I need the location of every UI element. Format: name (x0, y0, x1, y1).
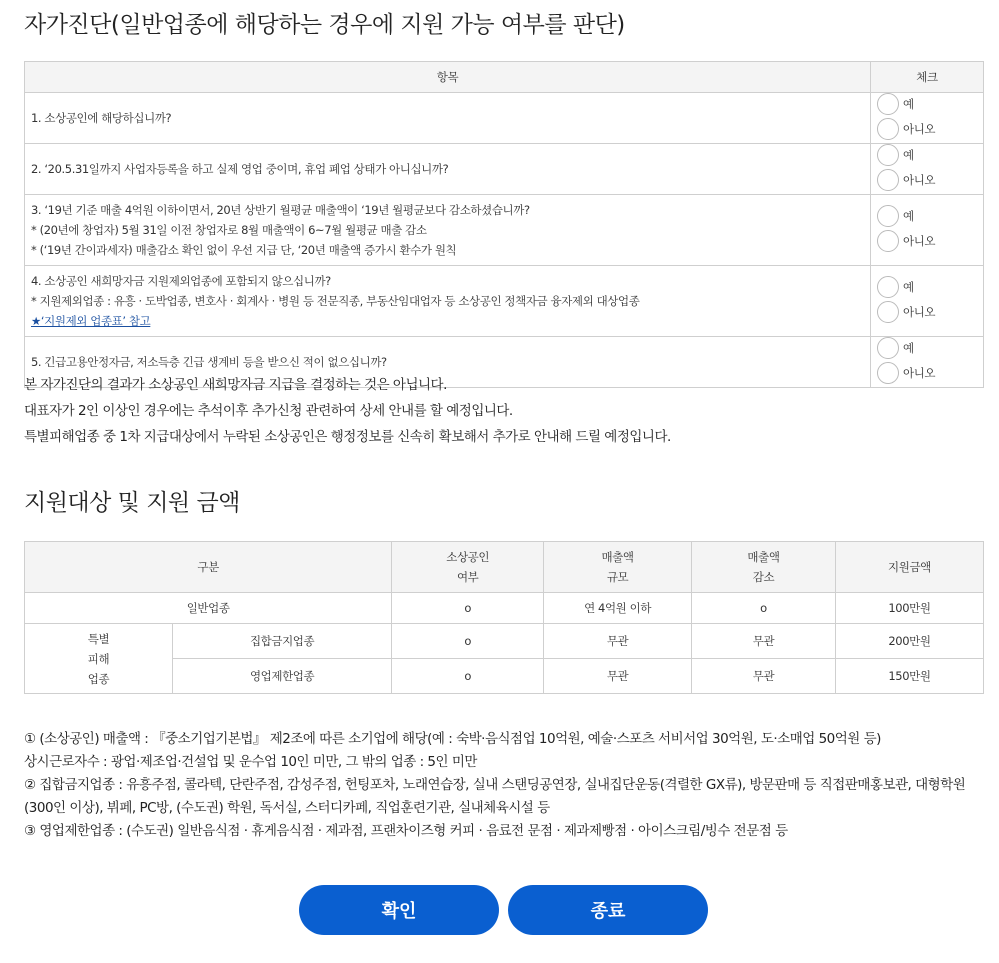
support-table (24, 541, 984, 694)
header-decrease: 매출액 감소 (692, 542, 836, 593)
radio-circle[interactable] (877, 276, 899, 298)
question-row-1 (25, 93, 984, 144)
radio-no-5[interactable]: 아니오 (877, 362, 935, 384)
question-4 (25, 266, 871, 337)
cell-gathering-amount: 200만원 (835, 624, 983, 659)
radio-yes-5[interactable]: 예 (877, 337, 914, 359)
header-item: 항목 (25, 62, 871, 93)
radio-no-1[interactable]: 아니오 (877, 118, 935, 140)
cell-gathering-sales: 무관 (544, 624, 692, 659)
self-check-title: 자가진단(일반업종에 해당하는 경우에 지원 가능 여부를 판단) (24, 12, 625, 38)
header-small-business: 소상공인 여부 (392, 542, 544, 593)
question-3-note-1: * (20년에 창업자) 5월 31일 이전 창업자로 8월 매출액이 6~7월 월평균 매출 감소 (31, 223, 427, 237)
radio-group-3 (871, 195, 984, 266)
radio-circle[interactable] (877, 230, 899, 252)
confirm-button[interactable]: 확인 (299, 885, 499, 935)
question-4-note: * 지원제외업종 : 유흥 · 도박업종, 변호사 · 회계사 · 병원 등 전문직종, 부동산임대업자 등 소상공인 정책자금 융자제외 대상업종 (31, 294, 640, 308)
cell-restricted-name: 영업제한업종 (172, 659, 391, 694)
footnote-1: ① (소상공인) 매출액 : 『중소기업기본법』 제2조에 따른 소기업에 해당(예 : 숙박·음식점업 10억원, 예술·스포츠 서비서업 30억원, 도·소매업 50억원 등) (24, 731, 881, 747)
question-3-note-2: * (‘19년 간이과세자) 매출감소 확인 없이 우선 지급 단, ‘20년 매출액 증가시 환수가 원칙 (31, 243, 457, 257)
cell-general-small: o (392, 593, 544, 624)
radio-group-5 (871, 337, 984, 388)
question-1: 1. 소상공인에 해당하십니까? (25, 93, 871, 144)
radio-yes-3[interactable]: 예 (877, 205, 914, 227)
footnotes (24, 728, 984, 843)
question-row-2 (25, 144, 984, 195)
radio-circle[interactable] (877, 118, 899, 140)
cell-restricted-decrease: 무관 (692, 659, 836, 694)
question-4-main: 4. 소상공인 새희망자금 지원제외업종에 포함되지 않으십니까? (31, 274, 331, 288)
radio-circle[interactable] (877, 362, 899, 384)
radio-group-2 (871, 144, 984, 195)
cell-gathering-small: o (392, 624, 544, 659)
radio-circle[interactable] (877, 93, 899, 115)
table-row (25, 624, 984, 659)
question-5: 5. 긴급고용안정자금, 저소득층 긴급 생계비 등을 받으신 적이 없으십니까? (25, 337, 871, 388)
cell-restricted-small: o (392, 659, 544, 694)
excluded-industries-link[interactable]: ★‘지원제외 업종표’ 참고 (31, 314, 151, 328)
header-check: 체크 (871, 62, 984, 93)
radio-no-4[interactable]: 아니오 (877, 301, 935, 323)
radio-no-2[interactable]: 아니오 (877, 169, 935, 191)
note-line: 대표자가 2인 이상인 경우에는 추석이후 추가신청 관련하여 상세 안내를 할 예정입니다. (24, 403, 513, 419)
radio-yes-1[interactable]: 예 (877, 93, 914, 115)
radio-circle[interactable] (877, 301, 899, 323)
radio-no-3[interactable]: 아니오 (877, 230, 935, 252)
close-button[interactable]: 종료 (508, 885, 708, 935)
radio-circle[interactable] (877, 169, 899, 191)
cell-special-category: 특별 피해 업종 (25, 624, 173, 694)
question-2: 2. ‘20.5.31일까지 사업자등록을 하고 실제 영업 중이며, 휴업 폐업 상태가 아니십니까? (25, 144, 871, 195)
cell-restricted-amount: 150만원 (835, 659, 983, 694)
cell-gathering-decrease: 무관 (692, 624, 836, 659)
radio-circle[interactable] (877, 144, 899, 166)
radio-circle[interactable] (877, 337, 899, 359)
footnote-1-sub: 상시근로자수 : 광업·제조업·건설업 및 운수업 10인 미만, 그 밖의 업종 : 5인 미만 (24, 754, 477, 770)
header-category: 구분 (25, 542, 392, 593)
radio-group-4 (871, 266, 984, 337)
radio-circle[interactable] (877, 205, 899, 227)
footnote-2: ② 집합금지업종 : 유흥주점, 콜라텍, 단란주점, 감성주점, 헌팅포차, 노래연습장, 실내 스탠딩공연장, 실내집단운동(격렬한 GX류), 방문판매 등 직접판매홍보관, 대형학원(300인 이상), 뷔페, PC방, (수도권) 학원, 독서실, 스터디카페, 직업훈련기관, 실내체육시설 등 (24, 777, 966, 816)
question-row-4 (25, 266, 984, 337)
support-title: 지원대상 및 지원 금액 (24, 490, 240, 516)
header-sales: 매출액 규모 (544, 542, 692, 593)
question-row-3 (25, 195, 984, 266)
disclaimer-notes (24, 372, 671, 450)
question-3 (25, 195, 871, 266)
question-3-main: 3. ‘19년 기준 매출 4억원 이하이면서, 20년 상반기 월평균 매출액이 ‘19년 월평균보다 감소하셨습니까? (31, 203, 530, 217)
cell-general-amount: 100만원 (835, 593, 983, 624)
header-amount: 지원금액 (835, 542, 983, 593)
cell-gathering-name: 집합금지업종 (172, 624, 391, 659)
table-row (25, 593, 984, 624)
note-line: 특별피해업종 중 1차 지급대상에서 누락된 소상공인은 행정정보를 신속히 확보해서 추가로 안내해 드릴 예정입니다. (24, 429, 671, 445)
cell-general-sales: 연 4억원 이하 (544, 593, 692, 624)
self-check-table (24, 61, 984, 388)
footnote-3: ③ 영업제한업종 : (수도권) 일반음식점 · 휴게음식점 · 제과점, 프랜차이즈형 커피 · 음료전 문점 · 제과제빵점 · 아이스크림/빙수 전문점 등 (24, 823, 788, 839)
radio-group-1 (871, 93, 984, 144)
cell-restricted-sales: 무관 (544, 659, 692, 694)
radio-yes-4[interactable]: 예 (877, 276, 914, 298)
note-line: 본 자가진단의 결과가 소상공인 새희망자금 지급을 결정하는 것은 아닙니다. (24, 377, 447, 393)
cell-general-name: 일반업종 (25, 593, 392, 624)
cell-general-decrease: o (692, 593, 836, 624)
radio-yes-2[interactable]: 예 (877, 144, 914, 166)
